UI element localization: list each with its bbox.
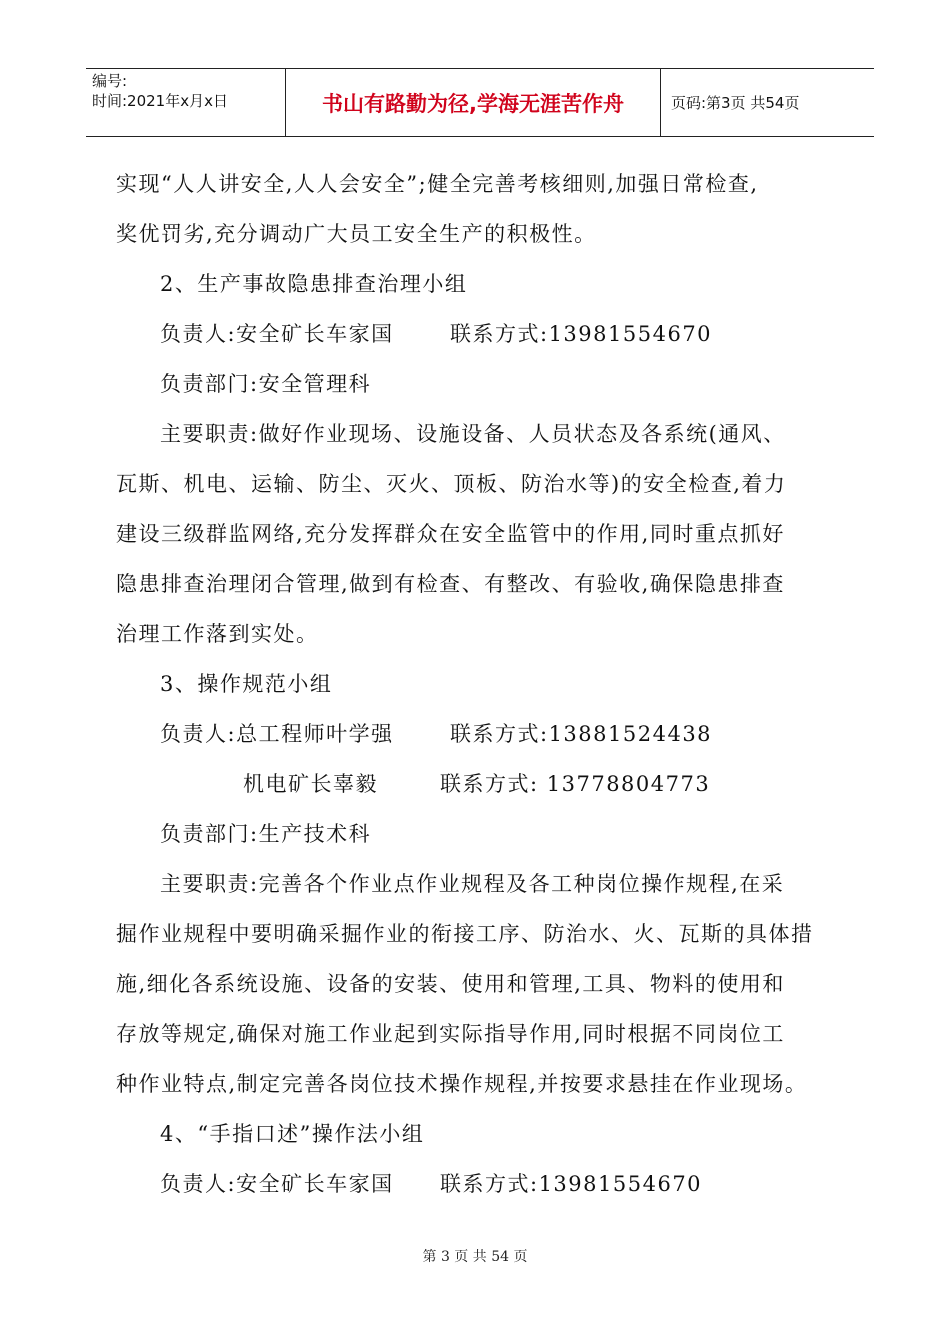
doc-time-label: 时间:2021年x月x日: [92, 92, 228, 110]
duty-line: 主要职责:做好作业现场、设施设备、人员状态及各系统(通风、: [160, 422, 786, 446]
duty-line: 建设三级群监网络,充分发挥群众在安全监管中的作用,同时重点抓好: [116, 522, 785, 546]
header-motto: 书山有路勤为径,学海无涯苦作舟: [286, 69, 661, 136]
section-title: 3、操作规范小组: [160, 672, 333, 696]
doc-number-label: 编号:: [92, 72, 128, 90]
duty-line: 施,细化各系统设施、设备的安装、使用和管理,工具、物料的使用和: [116, 972, 785, 996]
responsible-dept: 负责部门:安全管理科: [160, 372, 372, 396]
responsible-dept: 负责部门:生产技术科: [160, 822, 372, 846]
header-page-info: 页码:第3页 共54页: [671, 94, 800, 112]
leader-name: 负责人:总工程师叶学强: [160, 722, 394, 746]
duty-line: 隐患排查治理闭合管理,做到有检查、有整改、有验收,确保隐患排查: [116, 572, 785, 596]
page-header: [86, 68, 874, 137]
page-footer: [0, 1246, 950, 1266]
header-meta: [86, 69, 286, 136]
body-line: 奖优罚劣,充分调动广大员工安全生产的积极性。: [116, 222, 597, 246]
footer-page-number: 第 3 页 共 54 页: [422, 1249, 528, 1265]
section-title: 2、生产事故隐患排查治理小组: [160, 272, 468, 296]
leader-name: 机电矿长辜毅: [243, 772, 378, 796]
section-title: 4、“手指口述”操作法小组: [160, 1122, 425, 1146]
leader-name: 负责人:安全矿长车家国: [160, 1172, 394, 1196]
leader-name: 负责人:安全矿长车家国: [160, 322, 394, 346]
leader-contact: 联系方式: 13778804773: [440, 772, 711, 796]
duty-line: 存放等规定,确保对施工作业起到实际指导作用,同时根据不同岗位工: [116, 1022, 785, 1046]
duty-line: 掘作业规程中要明确采掘作业的衔接工序、防治水、火、瓦斯的具体措: [116, 922, 814, 946]
duty-line: 主要职责:完善各个作业点作业规程及各工种岗位操作规程,在采: [160, 872, 785, 896]
leader-contact: 联系方式:13981554670: [450, 322, 713, 346]
duty-line: 瓦斯、机电、运输、防尘、灭火、顶板、防治水等)的安全检查,着力: [116, 472, 787, 496]
body-line: 实现“人人讲安全,人人会安全”;健全完善考核细则,加强日常检查,: [116, 172, 759, 196]
leader-contact: 联系方式:13881524438: [450, 722, 713, 746]
duty-line: 治理工作落到实处。: [116, 622, 319, 646]
duty-line: 种作业特点,制定完善各岗位技术操作规程,并按要求悬挂在作业现场。: [116, 1072, 808, 1096]
leader-contact: 联系方式:13981554670: [440, 1172, 703, 1196]
